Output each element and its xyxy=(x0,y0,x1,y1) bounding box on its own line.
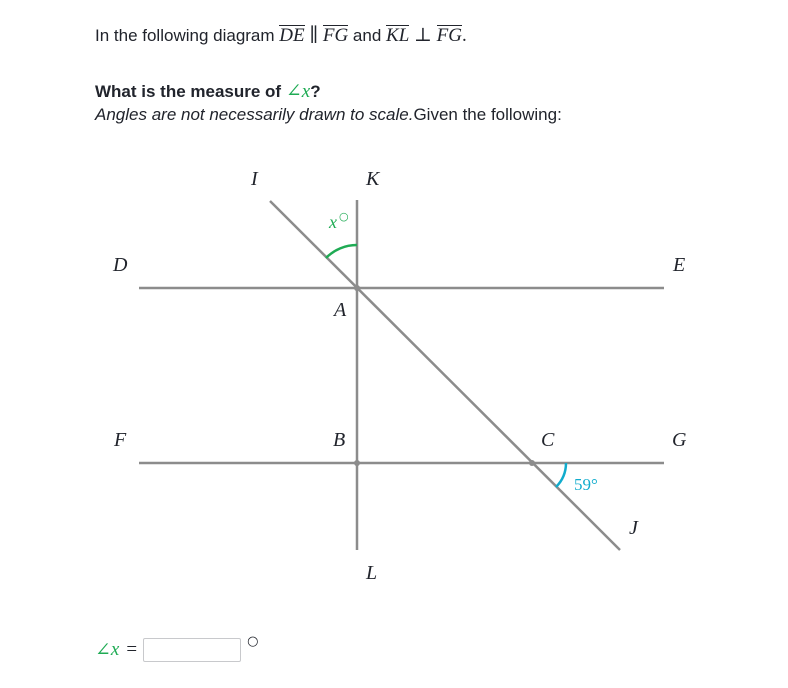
label-b: B xyxy=(333,429,346,451)
question-mark: ? xyxy=(310,82,321,101)
label-i: I xyxy=(251,168,258,190)
angle-59-label: 59° xyxy=(574,475,598,494)
label-g: G xyxy=(672,429,687,451)
angle-variable: x xyxy=(301,81,311,102)
perpendicular-symbol: ⊥ xyxy=(414,25,432,46)
segment-fg: FG xyxy=(322,25,349,46)
label-l: L xyxy=(366,562,378,584)
label-c: C xyxy=(541,429,555,451)
answer-angle-symbol: ∠ xyxy=(95,639,111,661)
period: . xyxy=(461,25,467,46)
label-e: E xyxy=(673,254,686,276)
label-k: K xyxy=(366,168,380,190)
angle-symbol: ∠ xyxy=(285,81,302,102)
and-text: and xyxy=(352,26,382,45)
angle-x-arc xyxy=(326,245,357,258)
angle-x-label: x xyxy=(329,212,337,232)
angle-59-arc xyxy=(556,463,566,487)
answer-row xyxy=(95,633,259,664)
segment-kl: KL xyxy=(386,25,410,46)
answer-input[interactable] xyxy=(143,638,241,662)
scale-note: Angles are not necessarily drawn to scale. xyxy=(95,105,414,124)
label-d: D xyxy=(113,254,128,276)
prompt-text: What is the measure of xyxy=(95,82,282,101)
angle-x-degree: ○ xyxy=(339,210,349,223)
parallel-symbol: ∥ xyxy=(309,25,319,46)
label-a: A xyxy=(334,299,347,321)
segment-de: DE xyxy=(279,25,305,46)
line-ij xyxy=(270,201,620,550)
segment-fg-2: FG xyxy=(436,25,462,46)
degree-symbol: ○ xyxy=(247,633,259,649)
given-text: Given the following: xyxy=(413,105,562,124)
label-j: J xyxy=(629,517,638,539)
intro-text: In the following diagram xyxy=(95,26,275,45)
answer-angle-variable: x xyxy=(110,639,120,660)
point-c xyxy=(529,460,535,466)
point-b xyxy=(354,460,360,466)
answer-equals: = xyxy=(126,639,138,660)
point-a xyxy=(354,285,360,291)
label-f: F xyxy=(114,429,127,451)
